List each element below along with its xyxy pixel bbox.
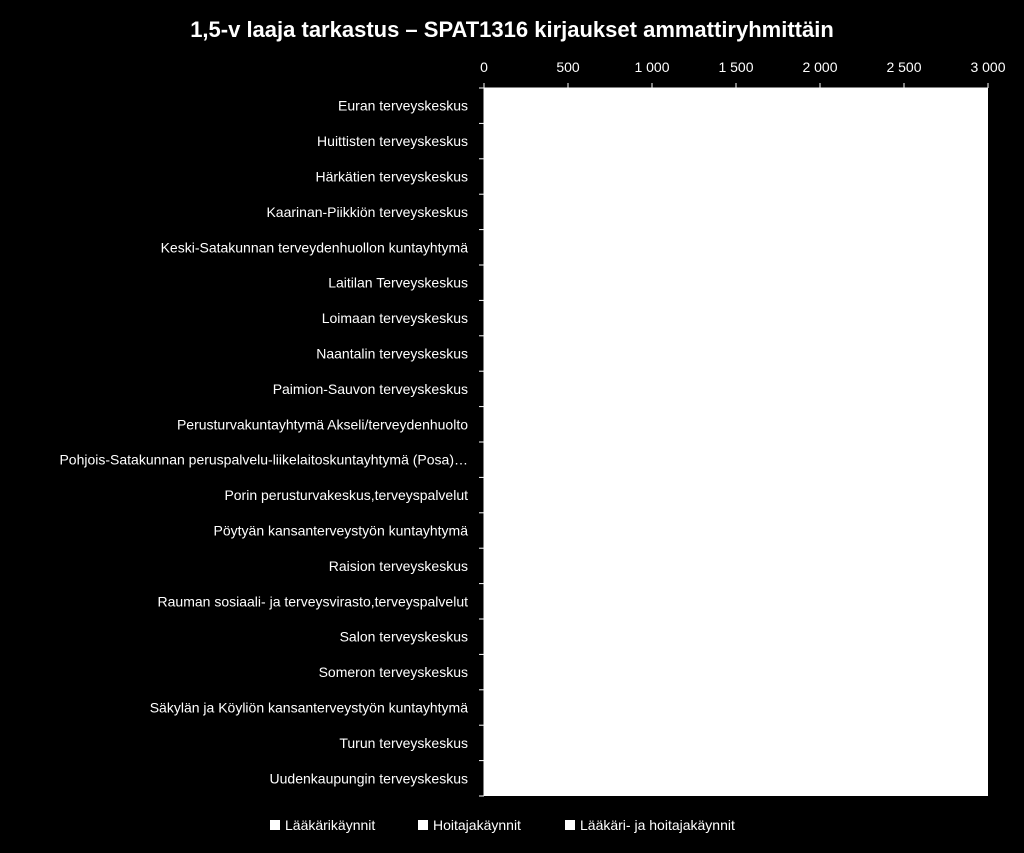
- category-label: Säkylän ja Köyliön kansanterveystyön kuntayhtymä: [149, 699, 468, 716]
- legend: [270, 817, 735, 833]
- category-label: Pöytyän kansanterveystyön kuntayhtymä: [213, 522, 468, 539]
- category-label: Härkätien terveyskeskus: [315, 168, 468, 185]
- category-label: Kaarinan-Piikkiön terveyskeskus: [266, 203, 468, 220]
- category-label: Someron terveyskeskus: [318, 664, 468, 681]
- category-label: Huittisten terveyskeskus: [317, 133, 468, 150]
- legend-label: Lääkärikäynnit: [285, 817, 376, 833]
- chart-title: 1,5-v laaja tarkastus – SPAT1316 kirjaukset ammattiryhmittäin: [190, 17, 834, 42]
- category-label: Porin perusturvakeskus,terveyspalvelut: [224, 487, 468, 504]
- x-tick-label: 2 500: [886, 59, 922, 75]
- category-label: Raision terveyskeskus: [328, 557, 468, 574]
- category-label: Rauman sosiaali- ja terveysvirasto,terveyspalvelut: [157, 593, 468, 610]
- legend-swatch: [270, 820, 280, 830]
- legend-swatch: [418, 820, 428, 830]
- x-tick-label: 3 000: [970, 59, 1006, 75]
- x-tick-label: 1 000: [634, 59, 670, 75]
- plot-area: [484, 88, 988, 796]
- category-label: Paimion-Sauvon terveyskeskus: [272, 380, 468, 397]
- category-label: Pohjois-Satakunnan peruspalvelu-liikelaitoskuntayhtymä (Posa)…: [59, 451, 468, 468]
- category-label: Laitilan Terveyskeskus: [328, 274, 468, 291]
- category-label: Euran terveyskeskus: [338, 97, 468, 114]
- category-label: Naantalin terveyskeskus: [316, 345, 468, 362]
- category-label: Keski-Satakunnan terveydenhuollon kuntayhtymä: [160, 239, 468, 256]
- legend-label: Hoitajakäynnit: [433, 817, 521, 833]
- category-label: Salon terveyskeskus: [339, 628, 468, 645]
- legend-swatch: [565, 820, 575, 830]
- x-tick-label: 500: [556, 59, 580, 75]
- category-label: Perusturvakuntayhtymä Akseli/terveydenhuolto: [176, 416, 468, 433]
- legend-label: Lääkäri- ja hoitajakäynnit: [580, 817, 735, 833]
- category-label: Loimaan terveyskeskus: [321, 310, 468, 327]
- x-tick-label: 1 500: [718, 59, 754, 75]
- category-label: Uudenkaupungin terveyskeskus: [269, 770, 468, 787]
- category-label: Turun terveyskeskus: [339, 734, 468, 751]
- x-tick-label: 2 000: [802, 59, 838, 75]
- x-tick-label: 0: [480, 59, 488, 75]
